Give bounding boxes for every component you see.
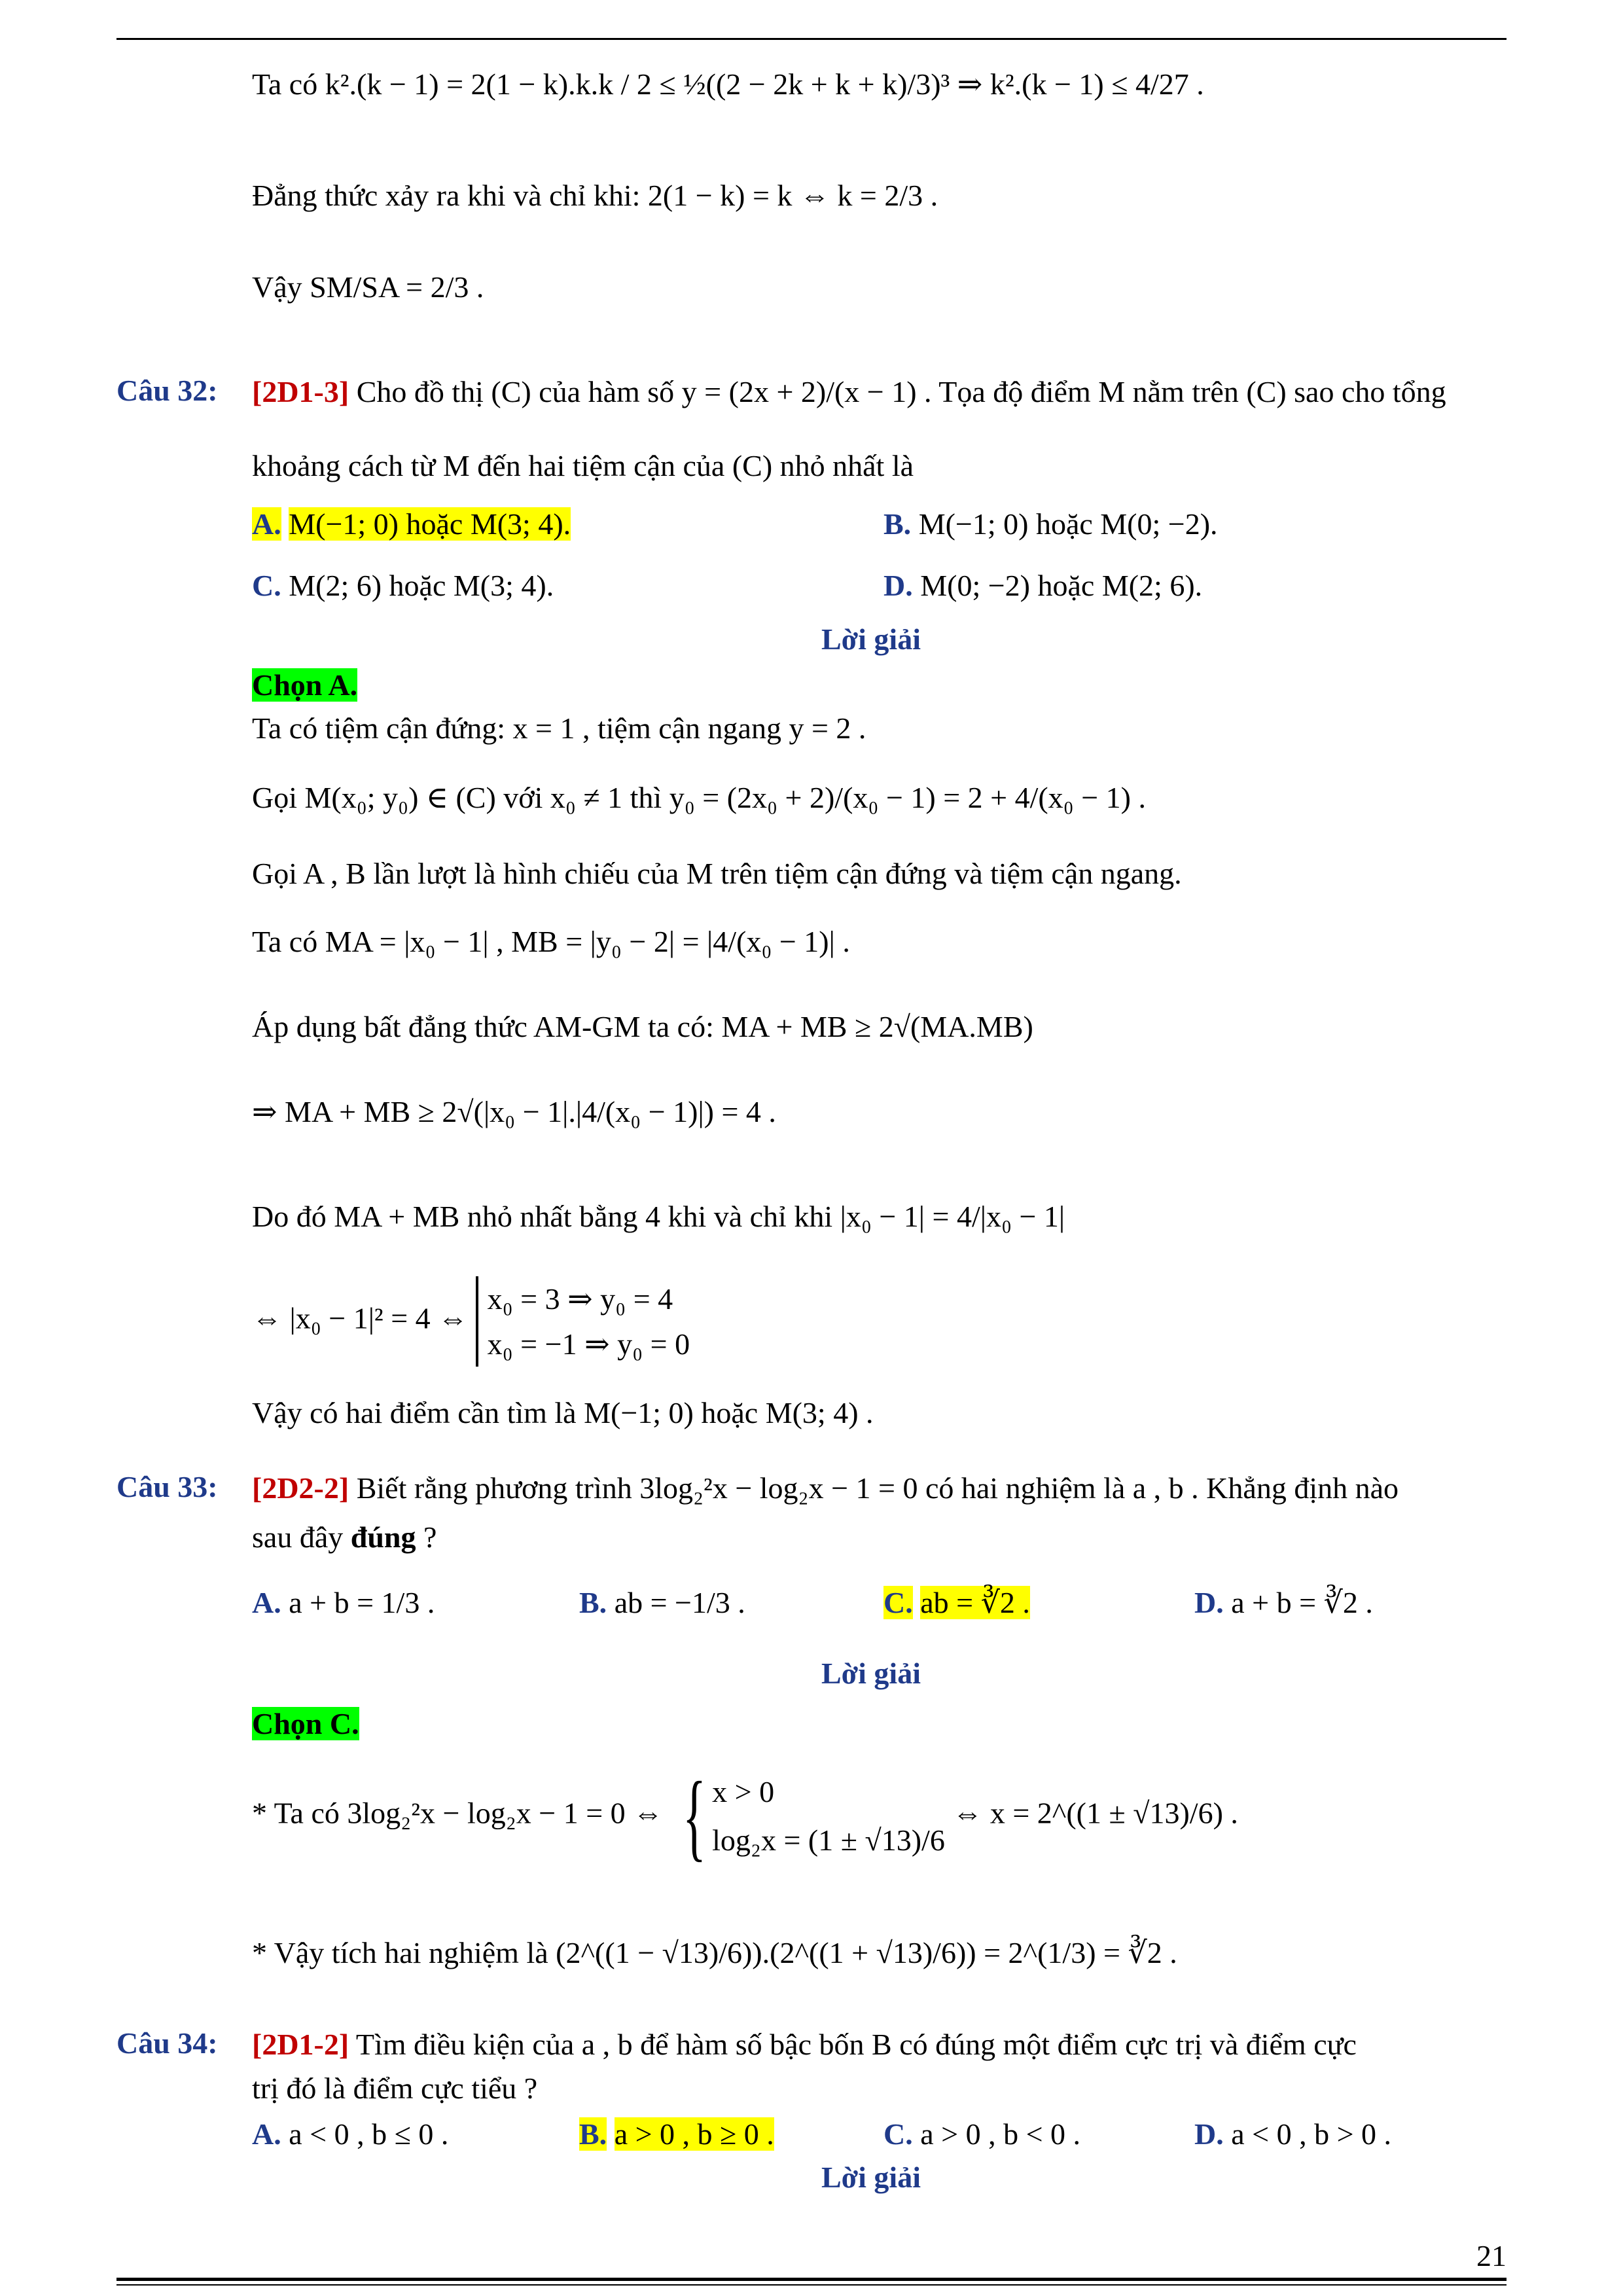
intro-line-1: Ta có k².(k − 1) = 2(1 − k).k.k / 2 ≤ ½((2 − 2k + k + k)/3)³ ⇒ k².(k − 1) ≤ 4/27 . bbox=[252, 67, 1204, 101]
q33-step-2: * Vậy tích hai nghiệm là (2^((1 − √13)/6)).(2^((1 + √13)/6)) = 2^(1/3) = ∛2 . bbox=[252, 1936, 1177, 1969]
q34-solution-title: Lời giải bbox=[821, 2161, 921, 2194]
q32-step-5: Áp dụng bất đẳng thức AM-GM ta có: MA + MB ≥ 2√(MA.MB) bbox=[252, 1010, 1033, 1043]
q33-tag: [2D2-2] bbox=[252, 1471, 349, 1505]
q33-option-d[interactable] bbox=[1194, 1584, 1373, 1622]
q32-label: Câu 32: bbox=[116, 374, 218, 407]
q33-emphasis: đúng bbox=[350, 1520, 416, 1554]
q32-step-2: Gọi M(x₀; y₀) ∈ (C) với x₀ ≠ 1 thì y₀ = (2x₀ + 2)/(x₀ − 1) = 2 + 4/(x₀ − 1) . bbox=[252, 781, 1146, 814]
q34-option-d-text: a < 0 , b > 0 . bbox=[1231, 2117, 1392, 2151]
q34-option-d-label: D. bbox=[1194, 2117, 1224, 2151]
q34-option-d[interactable] bbox=[1194, 2115, 1391, 2153]
q32-option-b-label: B. bbox=[883, 507, 912, 541]
q32-option-c-text: M(2; 6) hoặc M(3; 4). bbox=[289, 569, 554, 602]
q34-tag: [2D1-2] bbox=[252, 2028, 349, 2061]
q33-option-b-label: B. bbox=[579, 1586, 607, 1619]
q32-step-7: Do đó MA + MB nhỏ nhất bằng 4 khi và chỉ khi |x₀ − 1| = 4/|x₀ − 1| bbox=[252, 1200, 1065, 1233]
footer-rule bbox=[116, 2278, 1507, 2281]
q34-option-c-label: C. bbox=[883, 2117, 913, 2151]
q33-stem-1: Biết rằng phương trình 3log₂²x − log₂x − 1 = 0 có hai nghiệm là a , b . Khẳng định nào bbox=[356, 1471, 1399, 1505]
q33-choice: Chọn C. bbox=[252, 1707, 359, 1740]
q34-option-c[interactable] bbox=[883, 2115, 1080, 2153]
q32-step-8-left: ⇔ |x₀ − 1|² = 4 ⇔ bbox=[252, 1301, 469, 1335]
q32-option-b-text: M(−1; 0) hoặc M(0; −2). bbox=[918, 507, 1218, 541]
q32-tag: [2D1-3] bbox=[252, 375, 349, 408]
q33-step-1 bbox=[252, 1762, 1238, 1871]
q34-text-1 bbox=[252, 2026, 1357, 2064]
q32-option-a-text: M(−1; 0) hoặc M(3; 4). bbox=[289, 507, 571, 541]
q33-option-a-label: A. bbox=[252, 1586, 281, 1619]
q33-option-c[interactable] bbox=[883, 1584, 1030, 1622]
footer-rule-thin bbox=[116, 2284, 1507, 2286]
q32-step-8 bbox=[252, 1276, 690, 1367]
q32-step-6: ⇒ MA + MB ≥ 2√(|x₀ − 1|.|4/(x₀ − 1)|) = 4 . bbox=[252, 1095, 776, 1128]
q33-step-1-left: * Ta có 3log₂²x − log₂x − 1 = 0 ⇔ bbox=[252, 1796, 664, 1830]
q32-option-c-label: C. bbox=[252, 569, 281, 602]
q33-option-c-label: C. bbox=[883, 1586, 913, 1619]
q32-case-2: x₀ = −1 ⇒ y₀ = 0 bbox=[487, 1327, 690, 1361]
q33-option-d-label: D. bbox=[1194, 1586, 1224, 1619]
q32-case-system bbox=[476, 1276, 690, 1367]
q32-choice: Chọn A. bbox=[252, 668, 358, 702]
q33-label: Câu 33: bbox=[116, 1470, 218, 1503]
intro-line-3: Vậy SM/SA = 2/3 . bbox=[252, 270, 484, 304]
q34-option-c-text: a > 0 , b < 0 . bbox=[920, 2117, 1081, 2151]
q33-text-1 bbox=[252, 1469, 1399, 1507]
q33-option-a-text: a + b = 1/3 . bbox=[289, 1586, 435, 1619]
q32-option-a-label: A. bbox=[252, 507, 281, 541]
q34-option-a-label: A. bbox=[252, 2117, 281, 2151]
q33-solution-title: Lời giải bbox=[821, 1657, 921, 1690]
q34-stem-1: Tìm điều kiện của a , b để hàm số bậc bốn B có đúng một điểm cực trị và điểm cực bbox=[355, 2028, 1357, 2061]
q32-case-1: x₀ = 3 ⇒ y₀ = 4 bbox=[487, 1282, 673, 1316]
q33-option-d-text: a + b = ∛2 . bbox=[1231, 1586, 1373, 1619]
q32-option-b[interactable] bbox=[883, 505, 1218, 543]
q32-step-1: Ta có tiệm cận đứng: x = 1 , tiệm cận ngang y = 2 . bbox=[252, 711, 866, 745]
q32-stem-1: Cho đồ thị (C) của hàm số y = (2x + 2)/(x − 1) . Tọa độ điểm M nằm trên (C) sao cho tổng bbox=[356, 375, 1446, 408]
q32-option-a[interactable] bbox=[252, 505, 571, 543]
q34-option-b-text: a > 0 , b ≥ 0 . bbox=[614, 2117, 774, 2151]
q33-option-b-text: ab = −1/3 . bbox=[614, 1586, 745, 1619]
q33-step-1-right: ⇔ x = 2^((1 ± √13)/6) . bbox=[952, 1796, 1238, 1830]
q32-option-d-label: D. bbox=[883, 569, 913, 602]
q33-option-a[interactable] bbox=[252, 1584, 435, 1622]
q32-option-d-text: M(0; −2) hoặc M(2; 6). bbox=[920, 569, 1203, 602]
q32-step-4: Ta có MA = |x₀ − 1| , MB = |y₀ − 2| = |4/(x₀ − 1)| . bbox=[252, 925, 850, 958]
q34-option-b[interactable] bbox=[579, 2115, 774, 2153]
q32-step-3: Gọi A , B lần lượt là hình chiếu của M trên tiệm cận đứng và tiệm cận ngang. bbox=[252, 857, 1182, 890]
q32-option-d[interactable] bbox=[883, 567, 1202, 605]
q32-text-1 bbox=[252, 373, 1446, 411]
q34-option-a-text: a < 0 , b ≤ 0 . bbox=[289, 2117, 449, 2151]
intro-line-2: Đẳng thức xảy ra khi và chỉ khi: 2(1 − k) = k ⇔ k = 2/3 . bbox=[252, 179, 938, 212]
q33-system: x > 0 log₂x = (1 ± √13)/6 bbox=[712, 1775, 945, 1857]
q32-option-c[interactable] bbox=[252, 567, 554, 605]
q33-text-2: sau đây đúng ? bbox=[252, 1520, 437, 1554]
q33-brace: { bbox=[682, 1762, 706, 1871]
q32-text-2: khoảng cách từ M đến hai tiệm cận của (C) nhỏ nhất là bbox=[252, 449, 914, 482]
q33-option-c-text: ab = ∛2 . bbox=[920, 1586, 1030, 1619]
q34-text-2: trị đó là điểm cực tiểu ? bbox=[252, 2072, 538, 2105]
q34-option-a[interactable] bbox=[252, 2115, 448, 2153]
q32-solution-title: Lời giải bbox=[821, 622, 921, 656]
q32-step-9: Vậy có hai điểm cần tìm là M(−1; 0) hoặc M(3; 4) . bbox=[252, 1396, 874, 1429]
header-rule bbox=[116, 38, 1507, 40]
q33-option-b[interactable] bbox=[579, 1584, 745, 1622]
page-number: 21 bbox=[1476, 2239, 1507, 2272]
q34-label: Câu 34: bbox=[116, 2026, 218, 2060]
q34-option-b-label: B. bbox=[579, 2117, 607, 2151]
